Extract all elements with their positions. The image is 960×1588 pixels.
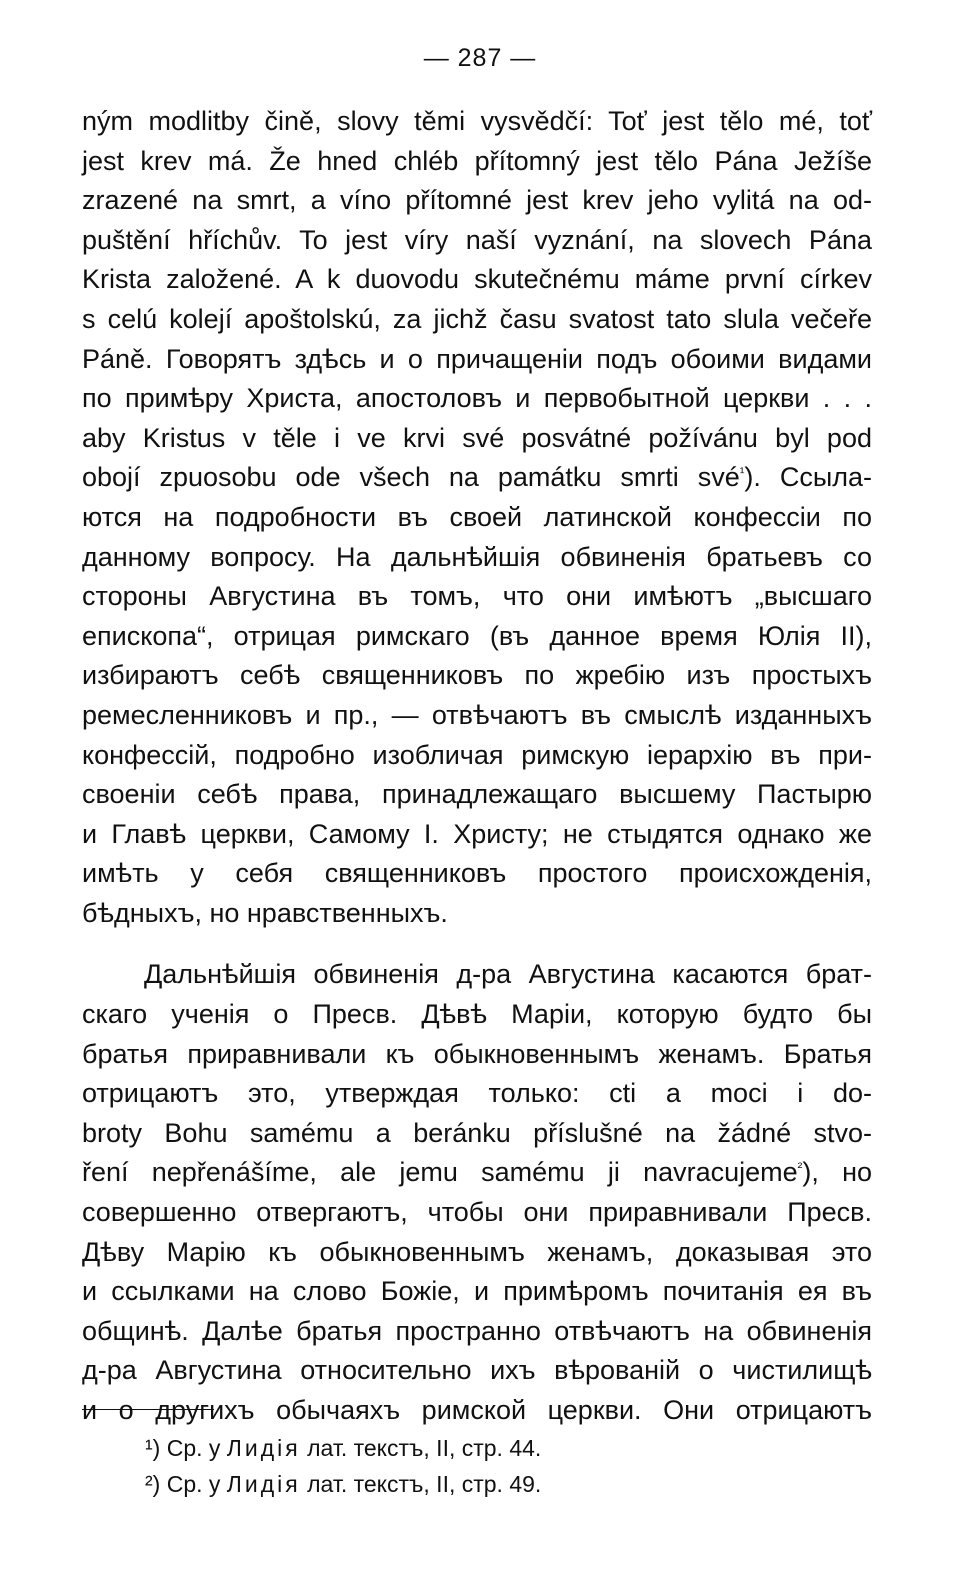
footnotes <box>145 1430 541 1502</box>
text-line: отрицаютъ это, утверждая только: cti a moci i do- <box>82 1078 872 1109</box>
text-line: по примѣру Христа, апостоловъ и первобытной церкви . . . <box>82 383 872 414</box>
text-line: Дѣву Марію къ обыкновеннымъ женамъ, доказывая это <box>82 1236 872 1267</box>
text-line: избираютъ себѣ священниковъ по жребію изъ простыхъ <box>82 660 872 691</box>
page-number: — 287 — <box>423 44 537 72</box>
text-line: aby Kristus v těle i ve krvi své posvátné požívánu byl pod <box>82 422 872 453</box>
main-text <box>82 102 872 1431</box>
text-segment: ). Ссыла- <box>744 462 872 493</box>
text-line: jest krev má. Že hned chléb přítomný jest tělo Pána Ježíše <box>82 145 872 176</box>
text-line: совершенно отвергаютъ, чтобы они приравнивали Пресв. <box>82 1197 872 1228</box>
paragraph-gap <box>82 933 872 955</box>
text-segment: obojí zpuosobu ode všech na památku smrti své <box>82 462 740 493</box>
text-line: имѣть у себя священниковъ простого происхожденія, <box>82 858 872 889</box>
text-line: стороны Августина въ томъ, что они имѣютъ „высшаго <box>82 581 872 612</box>
footnote-mark: ¹) <box>145 1435 161 1461</box>
text-line: и Главѣ церкви, Самому І. Христу; не стыдятся однако же <box>82 818 872 849</box>
text-line: д-ра Августина относительно ихъ вѣрованій о чистилищѣ <box>82 1355 872 1386</box>
text-line <box>82 458 872 498</box>
text-line: конфессій, подробно изобличая римскую іерархію въ при- <box>82 739 872 770</box>
text-line: ným modlitby čině, slovy těmi vysvědčí: Toť jest tělo mé, toť <box>82 106 872 136</box>
text-line: puštění hříchův. To jest víry naší vyznání, na slovech Pána <box>82 224 872 255</box>
footnote-reference: лат. текстъ, II, стр. 44. <box>307 1435 542 1461</box>
text-line: бѣдныхъ, но нравственныхъ. <box>82 897 448 928</box>
footnote-ref-2: ² <box>797 1159 803 1176</box>
text-line: и о другихъ обычаяхъ римской церкви. Они отрицаютъ <box>82 1395 872 1425</box>
text-line: Páně. Говорятъ здѣсь и о причащеніи подъ обоими видами <box>82 343 872 374</box>
footnote-ref-1: ¹ <box>739 464 745 481</box>
footnote-reference: лат. текстъ, II, стр. 49. <box>307 1471 542 1497</box>
footnote-1 <box>145 1430 541 1466</box>
text-line: епископа“, отрицая римскаго (въ данное время Юлія II), <box>82 620 872 651</box>
text-line: скаго ученія о Пресв. Дѣвѣ Маріи, которую будто бы <box>82 999 872 1030</box>
footnote-2 <box>145 1466 541 1502</box>
footnote-mark: ²) <box>145 1471 161 1497</box>
text-line: данному вопросу. На дальнѣйшія обвиненія братьевъ со <box>82 541 872 572</box>
footnote-author: Лидія <box>226 1435 301 1461</box>
paragraph-1 <box>82 102 872 933</box>
text-segment: ření nepřenášíme, ale jemu samému ji navracujeme <box>82 1157 798 1188</box>
text-segment: ), но <box>802 1157 872 1188</box>
footnote-divider <box>82 1409 214 1410</box>
text-line: s celú kolejí apoštolskú, za jichž času svatost tato slula večeře <box>82 303 872 334</box>
paragraph-2 <box>82 955 872 1430</box>
text-line: Дальнѣйшія обвиненія д-ра Августина касаются брат- <box>144 959 872 990</box>
text-line: Krista založené. A k duovodu skutečnému máme první církev <box>82 264 872 295</box>
text-line: broty Bohu samému a beránku příslušné na žádné stvo- <box>82 1117 872 1148</box>
footnote-author: Лидія <box>226 1471 301 1497</box>
text-line: и ссылками на слово Божіе, и примѣромъ почитанія ея въ <box>82 1276 872 1307</box>
text-line: общинѣ. Далѣе братья пространно отвѣчаютъ на обвиненія <box>82 1315 872 1346</box>
text-line <box>82 1153 872 1193</box>
text-line: ются на подробности въ своей латинской конфессіи по <box>82 501 872 532</box>
text-line: своеніи себѣ права, принадлежащаго высшему Пастырю <box>82 779 872 810</box>
text-line: zrazené na smrt, a víno přítomné jest krev jeho vylitá na od- <box>82 185 872 216</box>
footnote-prefix: Ср. у <box>166 1471 221 1497</box>
text-line: ремесленниковъ и пр., — отвѣчаютъ въ смыслѣ изданныхъ <box>82 699 872 730</box>
text-line: братья приравнивали къ обыкновеннымъ женамъ. Братья <box>82 1038 872 1069</box>
footnote-prefix: Ср. у <box>166 1435 221 1461</box>
